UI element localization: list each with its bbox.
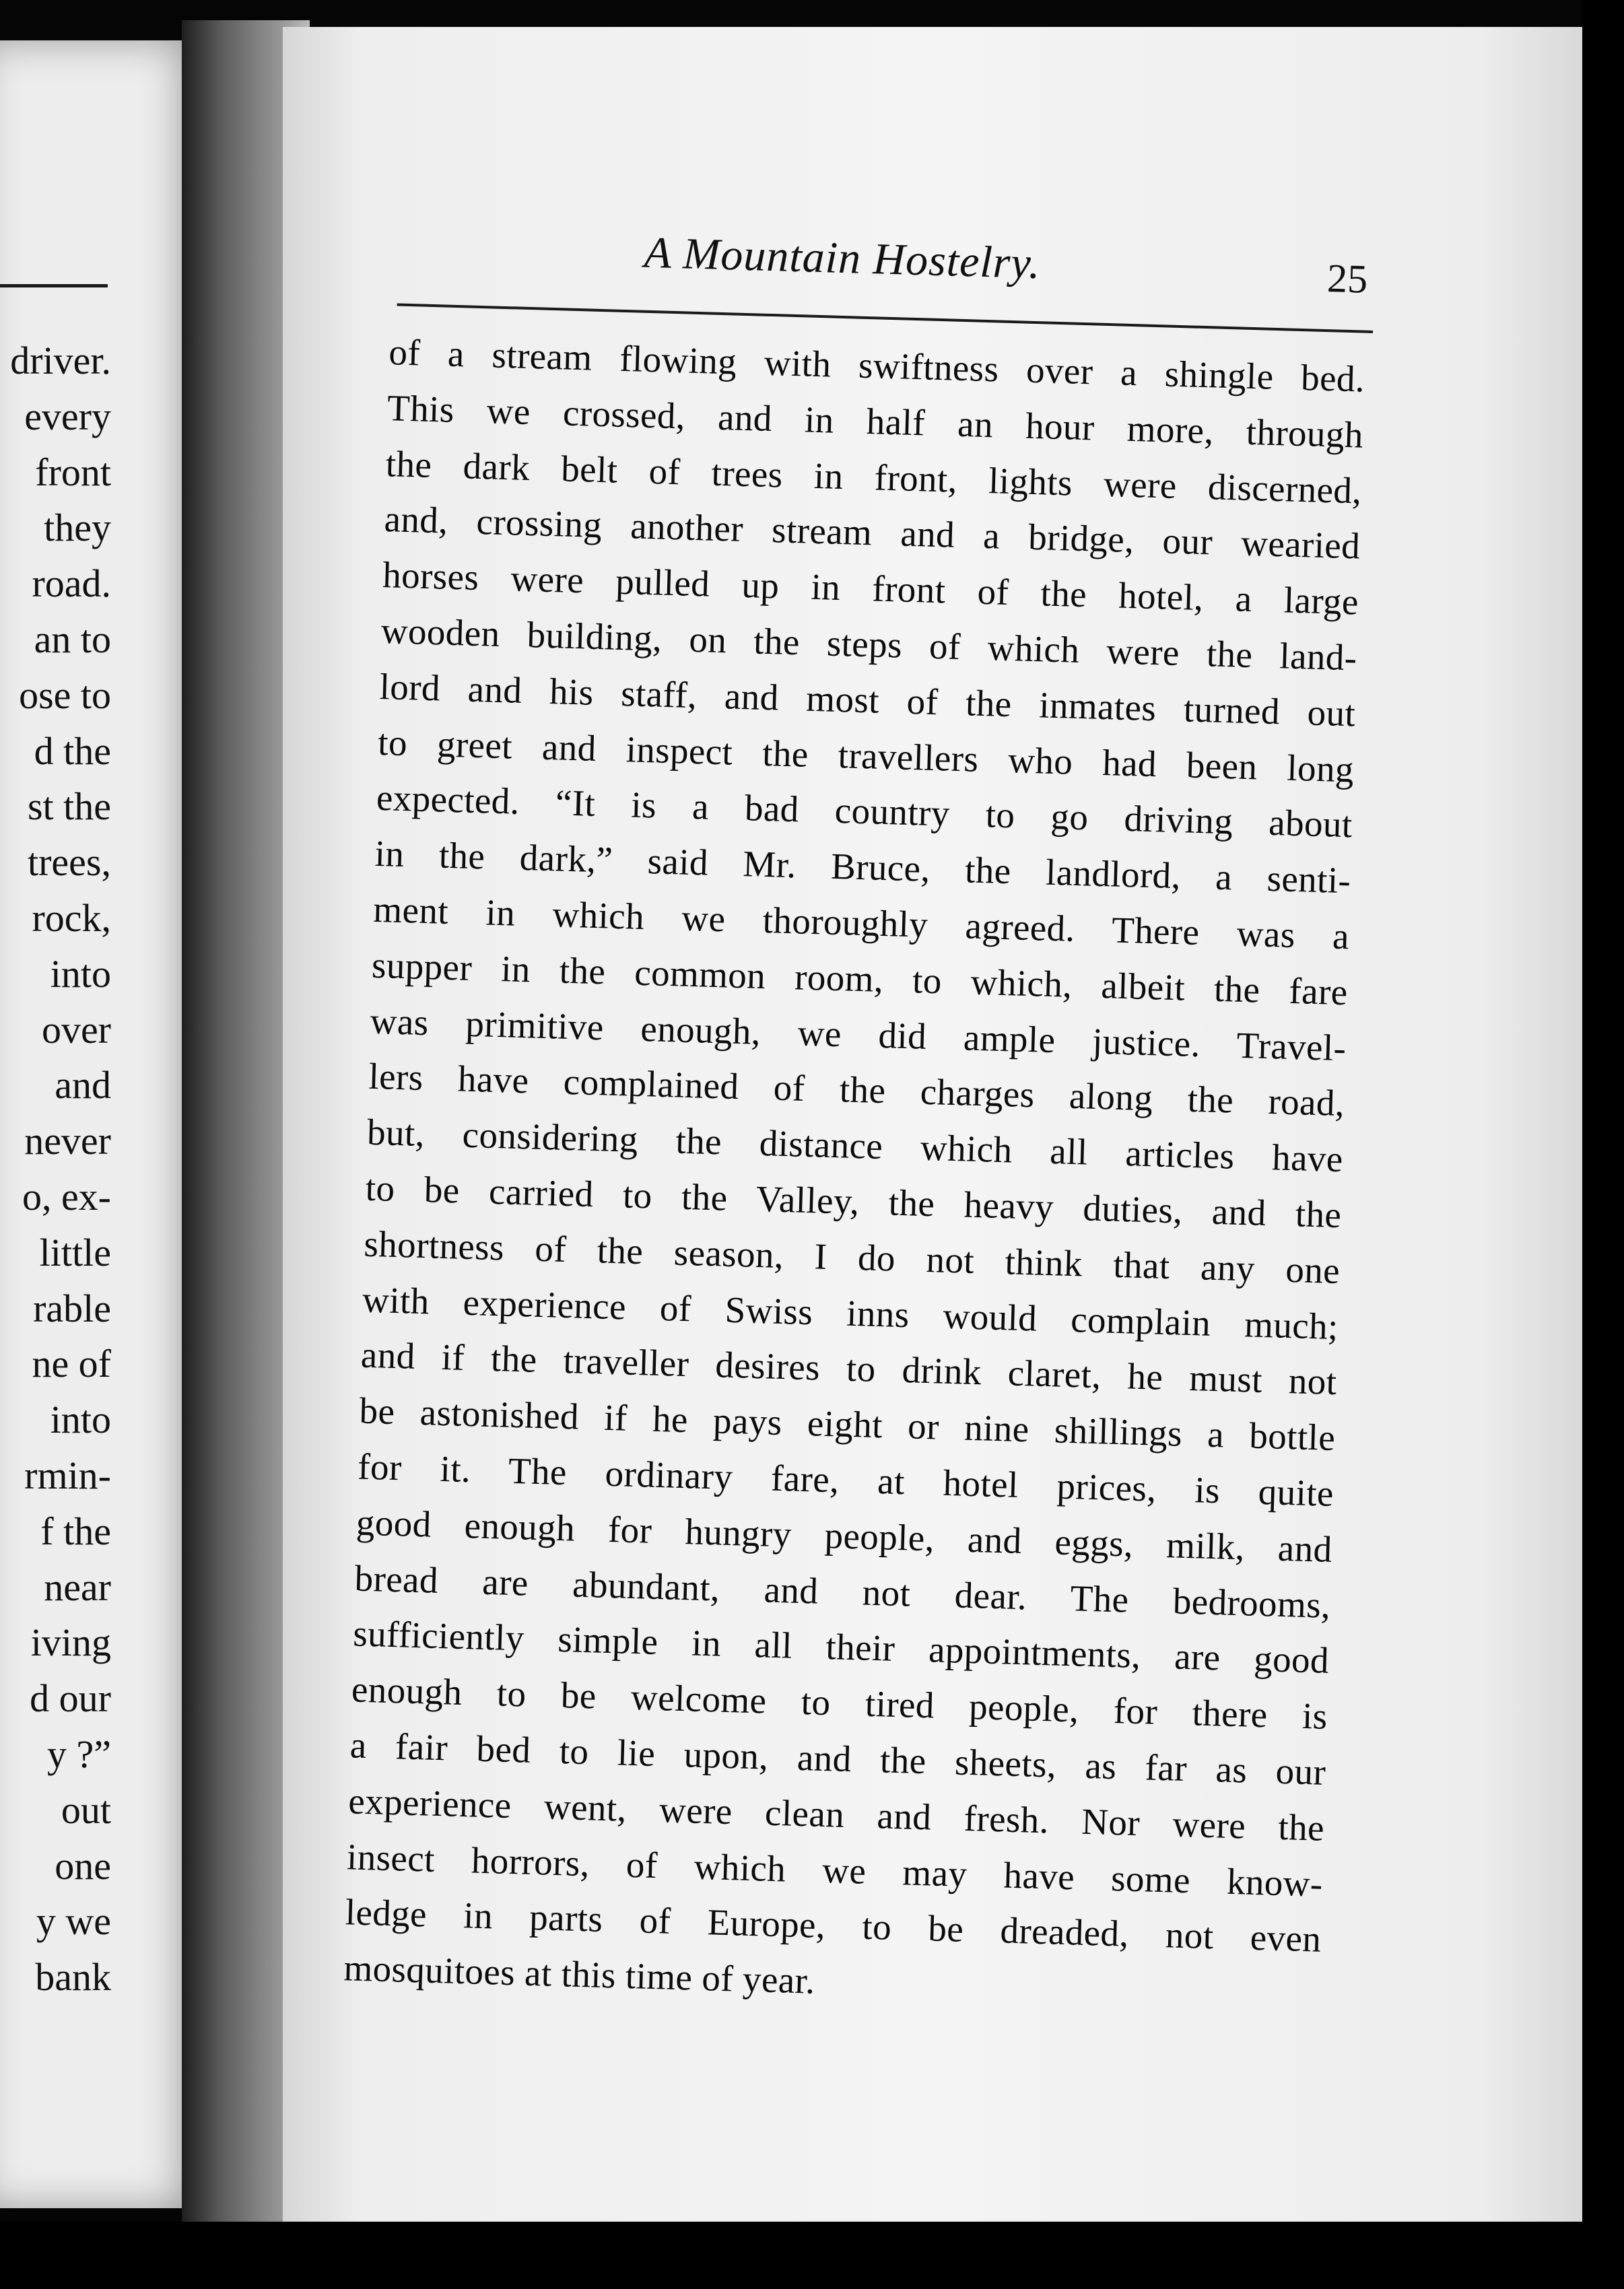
text-line: shortness of the season, I do not think that any one	[363, 1223, 1341, 1291]
text-line: This we crossed, and in half an hour more, through	[386, 386, 1364, 456]
running-head: A Mountain Hostelry.	[643, 228, 1042, 289]
left-page-line-fragment: driver.	[10, 339, 111, 382]
left-page-line-fragment: y ?”	[47, 1732, 111, 1776]
text-line: in the dark,” said Mr. Bruce, the landlord, a senti-	[374, 833, 1352, 901]
left-page-line-fragment: every	[24, 394, 111, 438]
text-line: lord and his staff, and most of the inmates turned out	[378, 665, 1357, 734]
body-text	[343, 324, 1365, 2023]
text-line: horses were pulled up in front of the hotel, a large	[382, 554, 1359, 623]
left-page-line-fragment: over	[41, 1007, 111, 1052]
text-line: ledge in parts of Europe, to be dreaded, not even	[345, 1891, 1322, 1960]
text-line: lers have complained of the charges along the road,	[368, 1056, 1345, 1124]
left-page-line-fragment: rable	[33, 1286, 111, 1330]
text-line: for it. The ordinary fare, at hotel prices, is quite	[357, 1445, 1334, 1514]
left-page-line-fragment: road.	[32, 561, 111, 606]
scan-border-right	[1582, 0, 1624, 2289]
text-line: bread are abundant, and not dear. The bedrooms,	[353, 1557, 1332, 1626]
left-page-line-fragment: o, ex-	[22, 1174, 111, 1219]
left-page-line-fragment: f the	[40, 1509, 111, 1553]
text-line: to be carried to the Valley, the heavy duties, and the	[365, 1167, 1343, 1236]
left-page-line-fragment: ne of	[32, 1342, 111, 1386]
text-line: and, crossing another stream and a bridge, our wearied	[383, 498, 1361, 567]
text-line: mosquitoes at this time of year.	[343, 1947, 816, 2002]
text-line: with experience of Swiss inns would complain much;	[362, 1278, 1339, 1347]
left-page-line-fragment: y we	[36, 1899, 111, 1944]
text-line: a fair bed to lie upon, and the sheets, as far as our	[349, 1724, 1327, 1793]
left-page-line-fragment: ose to	[19, 673, 111, 717]
text-line: sufficiently simple in all their appointments, are good	[352, 1612, 1330, 1682]
text-line: but, considering the distance which all articles have	[366, 1111, 1344, 1180]
left-page-line-fragment: one	[55, 1843, 111, 1888]
left-page-line-fragment: near	[44, 1565, 111, 1609]
text-line: was primitive enough, we did ample justice. Travel-	[370, 1000, 1347, 1068]
text-line: and if the traveller desires to drink claret, he must not	[360, 1334, 1338, 1403]
text-line: experience went, were clean and fresh. Nor were the	[347, 1780, 1325, 1849]
left-page-line-fragment: rmin-	[24, 1453, 111, 1497]
text-line: ment in which we thoroughly agreed. There was a	[372, 888, 1350, 957]
text-line: supper in the common room, to which, albeit the fare	[371, 944, 1349, 1013]
left-page-line-fragment: little	[39, 1230, 111, 1274]
left-page-line-fragment: front	[35, 450, 111, 494]
left-page-line-fragment: into	[50, 1398, 111, 1442]
text-line: be astonished if he pays eight or nine shillings a bottle	[358, 1390, 1336, 1459]
left-page-line-fragment: bank	[35, 1955, 111, 2000]
left-page-line-fragment: d our	[30, 1676, 111, 1721]
text-line: wooden building, on the steps of which were the land-	[380, 609, 1358, 679]
left-page-line-fragment: out	[61, 1787, 111, 1832]
left-page-line-fragment: they	[44, 506, 111, 550]
left-page-line-fragment: never	[24, 1119, 111, 1163]
text-line: insect horrors, of which we may have some know-	[346, 1835, 1324, 1905]
text-line: enough to be welcome to tired people, for there is	[351, 1668, 1328, 1737]
left-page-line-fragment: an to	[34, 617, 111, 661]
text-line: good enough for hungry people, and eggs, milk, and	[356, 1501, 1333, 1570]
page-number: 25	[1326, 256, 1369, 302]
left-page-line-fragment: trees,	[28, 840, 111, 885]
left-page-line-fragment: into	[50, 951, 111, 996]
text-line: of a stream flowing with swiftness over a shingle bed.	[388, 331, 1365, 400]
text-line: the dark belt of trees in front, lights were discerned,	[385, 442, 1363, 512]
scan-border-bottom	[0, 2222, 1624, 2289]
left-page-line-fragment: iving	[30, 1620, 111, 1665]
text-line: expected. “It is a bad country to go driving about	[376, 777, 1353, 846]
text-line: to greet and inspect the travellers who had been long	[377, 721, 1355, 790]
left-page-line-fragment: d the	[34, 728, 111, 773]
left-page-line-fragment: and	[55, 1063, 111, 1107]
left-page-line-fragment: rock,	[32, 895, 111, 940]
left-page-line-fragment: st the	[27, 784, 111, 829]
